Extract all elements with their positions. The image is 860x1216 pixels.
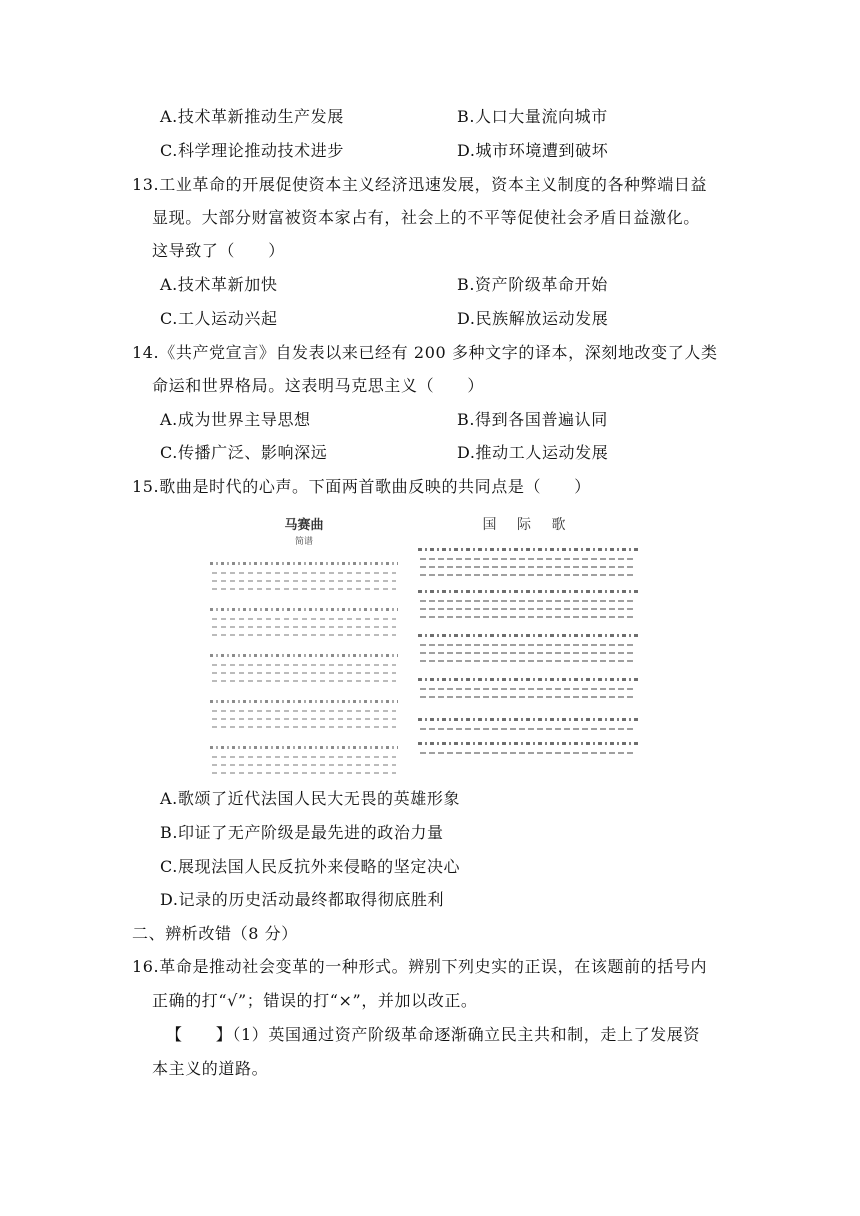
score-lyric-row	[212, 618, 396, 620]
q16-item1-line1: 【 】（1）英国通过资产阶级革命逐渐确立民主共和制，走上了发展资	[166, 1025, 700, 1044]
q14-stem-line1: 14.《共产党宣言》自发表以来已经有 200 多种文字的译本，深刻地改变了人类	[132, 343, 718, 362]
score-notation-row	[210, 562, 398, 565]
score-lyric-row	[212, 634, 396, 636]
marseillaise-score-image	[204, 512, 404, 780]
q13-option-a: A.技术革新加快	[160, 275, 278, 294]
score-lyric-row	[420, 558, 636, 560]
q12-option-a: A.技术革新推动生产发展	[160, 107, 344, 126]
q13-stem-line2: 显现。大部分财富被资本家占有，社会上的不平等促使社会矛盾日益激化。	[152, 208, 700, 227]
score-lyric-row	[420, 574, 636, 576]
q12-option-c: C.科学理论推动技术进步	[160, 141, 344, 160]
q16-stem-line1: 16.革命是推动社会变革的一种形式。辨别下列史实的正误，在该题前的括号内	[132, 957, 708, 976]
score-lyric-row	[420, 696, 636, 698]
score-notation-row	[210, 654, 398, 657]
q13-stem-line1: 13.工业革命的开展促使资本主义经济迅速发展，资本主义制度的各种弊端日益	[132, 175, 708, 194]
score-notation-row	[418, 678, 638, 681]
score-notation-row	[210, 700, 398, 703]
score-lyric-row	[212, 664, 396, 666]
score-notation-row	[210, 746, 398, 749]
q14-option-d: D.推动工人运动发展	[457, 443, 609, 462]
q15-stem-line1: 15.歌曲是时代的心声。下面两首歌曲反映的共同点是（ ）	[132, 477, 591, 496]
score-lyric-row	[420, 566, 636, 568]
song-scores-figure	[200, 512, 650, 782]
q14-option-b: B.得到各国普遍认同	[457, 410, 608, 429]
score-lyric-row	[420, 644, 636, 646]
q16-item1-line2: 本主义的道路。	[152, 1059, 269, 1078]
score-lyric-row	[212, 726, 396, 728]
q15-option-d: D.记录的历史活动最终都取得彻底胜利	[160, 890, 445, 909]
score-lyric-row	[212, 572, 396, 574]
score-lyric-row	[212, 626, 396, 628]
score-notation-row	[418, 548, 638, 551]
score-lyric-row	[420, 688, 636, 690]
q14-option-a: A.成为世界主导思想	[160, 410, 311, 429]
score-notation-row	[418, 634, 638, 637]
q13-option-c: C.工人运动兴起	[160, 309, 278, 328]
score-lyric-row	[420, 660, 636, 662]
q15-option-a: A.歌颂了近代法国人民大无畏的英雄形象	[160, 789, 461, 808]
score-lyric-row	[212, 588, 396, 590]
score-lyric-row	[212, 672, 396, 674]
q13-option-d: D.民族解放运动发展	[457, 309, 609, 328]
q15-option-c: C.展现法国人民反抗外来侵略的坚定决心	[160, 857, 461, 876]
section2-heading: 二、辨析改错（8 分）	[132, 924, 298, 943]
score-lyric-row	[212, 772, 396, 774]
internationale-score-image	[412, 512, 644, 762]
q12-option-b: B.人口大量流向城市	[457, 107, 608, 126]
marseillaise-subtitle: 简谱	[294, 537, 313, 547]
q14-stem-line2: 命运和世界格局。这表明马克思主义（ ）	[152, 376, 485, 395]
score-notation-row	[418, 718, 638, 721]
score-notation-row	[418, 590, 638, 593]
q13-stem-line3: 这导致了（ ）	[152, 241, 285, 260]
score-lyric-row	[420, 652, 636, 654]
score-lyric-row	[212, 764, 396, 766]
q12-option-d: D.城市环境遭到破坏	[457, 141, 609, 160]
q13-option-b: B.资产阶级革命开始	[457, 275, 608, 294]
q15-option-b: B.印证了无产阶级是最先进的政治力量	[160, 823, 444, 842]
score-notation-row	[210, 608, 398, 611]
score-lyric-row	[212, 718, 396, 720]
score-notation-row	[418, 742, 638, 745]
q16-stem-line2: 正确的打“√”；错误的打“×”，并加以改正。	[152, 991, 478, 1010]
score-lyric-row	[212, 680, 396, 682]
score-lyric-row	[420, 616, 636, 618]
q14-option-c: C.传播广泛、影响深远	[160, 443, 328, 462]
score-lyric-row	[420, 608, 636, 610]
internationale-title: 国 际 歌	[482, 517, 574, 533]
score-lyric-row	[420, 600, 636, 602]
score-lyric-row	[212, 580, 396, 582]
score-lyric-row	[212, 756, 396, 758]
score-lyric-row	[420, 728, 636, 730]
marseillaise-title: 马赛曲	[284, 518, 324, 533]
score-lyric-row	[420, 752, 636, 754]
score-lyric-row	[212, 710, 396, 712]
